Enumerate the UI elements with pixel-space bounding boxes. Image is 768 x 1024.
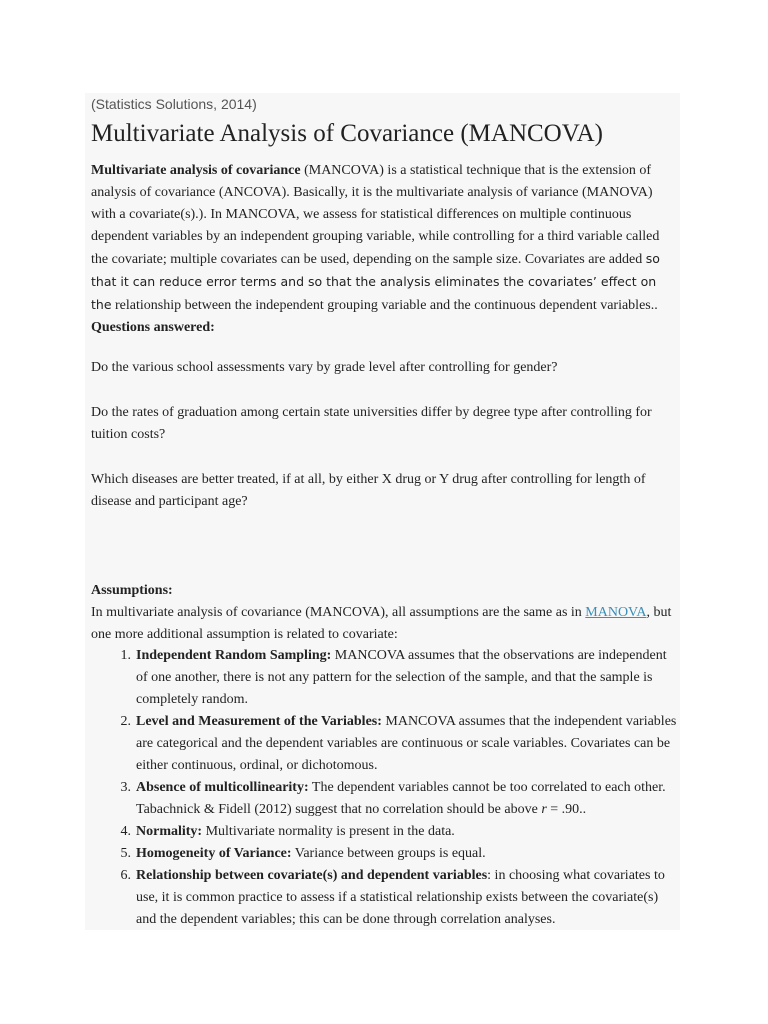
intro-text-3: relationship between the independent grouping variable and the continuous dependent variables.. <box>111 298 658 313</box>
list-item: 4. Normality: Multivariate normality is present in the data. <box>120 824 455 839</box>
list-item: 5. Homogeneity of Variance: Variance between groups is equal. <box>120 846 486 861</box>
assumptions-intro: In multivariate analysis of covariance (MANCOVA), all assumptions are the same as in MANOVA, but one more additional assumption is related to covariate: <box>91 605 672 642</box>
citation: (Statistics Solutions, 2014) <box>91 96 257 112</box>
list-item: 2. Level and Measurement of the Variables: MANCOVA assumes that the independent variables are categorical and the dependent variables are continuous or scale variables. Covariates can be either continuous, ordinal, or dichotomous. <box>120 714 677 773</box>
list-item: 1. Independent Random Sampling: MANCOVA assumes that the observations are independent of one another, there is not any pattern for the selection of the sample, and that the sample is completely random. <box>120 648 667 707</box>
question-3: Which diseases are better treated, if at all, by either X drug or Y drug after controlling for length of disease and participant age? <box>91 472 646 509</box>
question-1: Do the various school assessments vary by grade level after controlling for gender? <box>91 360 558 375</box>
question-2: Do the rates of graduation among certain state universities differ by degree type after controlling for tuition costs? <box>91 405 652 442</box>
intro-text-2: so that it can reduce error terms and so that the analysis eliminates the covariates’ effect on the <box>91 251 660 312</box>
document-page <box>85 93 680 930</box>
manova-link[interactable]: MANOVA <box>585 605 647 620</box>
intro-text-1: (MANCOVA) is a statistical technique that is the extension of analysis of covariance (ANCOVA). Basically, it is the multivariate analysis of variance (MANOVA) with a covariate(s).). In MANCOVA, we assess for statistical differences on multiple continuous dependent variables by an independent grouping variable, while controlling for a third variable called the covariate; multiple covariates can be used, depending on the sample size. Covariates are added <box>91 163 660 267</box>
intro-bold-lead: Multivariate analysis of covariance <box>91 163 301 178</box>
intro-paragraph <box>91 160 677 339</box>
assumptions-list <box>91 645 677 931</box>
assumptions-heading: Assumptions: <box>91 583 173 598</box>
page-title: Multivariate Analysis of Covariance (MANCOVA) <box>91 120 603 147</box>
questions-heading: Questions answered: <box>91 320 215 335</box>
list-item: 6. Relationship between covariate(s) and dependent variables: in choosing what covariates to use, it is common practice to assess if a statistical relationship exists between the covariate(s) and the dependent variables; this can be done through correlation analyses. <box>120 868 665 927</box>
list-item: 3. Absence of multicollinearity: The dependent variables cannot be too correlated to each other. Tabachnick & Fidell (2012) suggest that no correlation should be above r = .90.. <box>120 780 666 817</box>
